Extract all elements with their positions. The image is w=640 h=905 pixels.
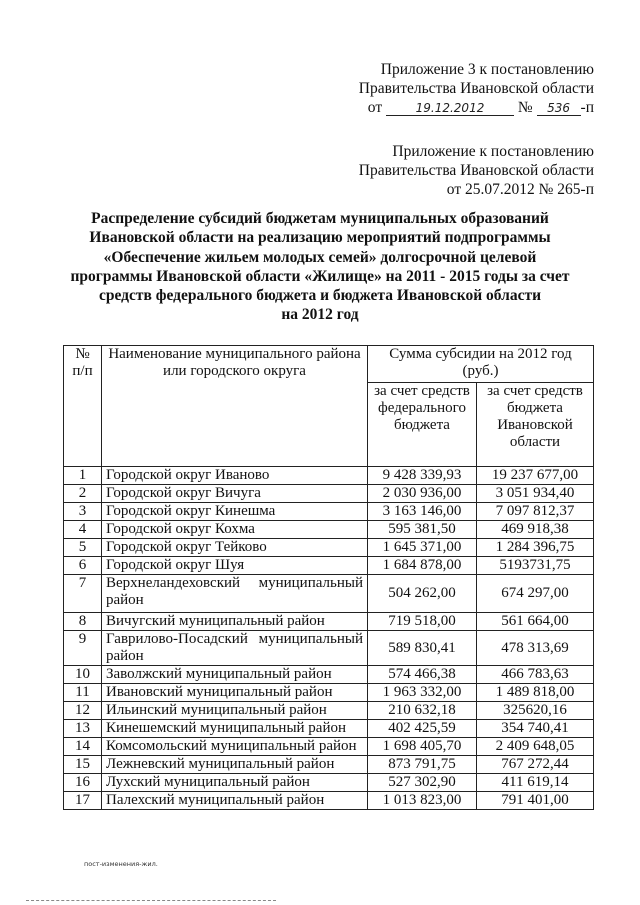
federal-amount: 595 381,50 (368, 521, 477, 539)
municipality-name: Ивановский муниципальный район (102, 684, 368, 702)
row-number: 12 (64, 702, 102, 720)
municipality-name: Городской округ Вичуга (102, 485, 368, 503)
federal-amount: 210 632,18 (368, 702, 477, 720)
regional-amount: 466 783,63 (477, 666, 594, 684)
title-line: на 2012 год (281, 306, 359, 324)
regional-amount: 5193731,75 (477, 557, 594, 575)
regional-amount: 561 664,00 (477, 613, 594, 631)
row-number: 9 (64, 631, 102, 666)
municipality-name: Ильинский муниципальный район (102, 702, 368, 720)
table-body (64, 467, 594, 810)
annex-header-current (359, 60, 594, 117)
file-name-note: пост-изменения-жил. (84, 860, 158, 868)
table-row (64, 613, 594, 631)
handwritten-date: 19.12.2012 (415, 101, 485, 115)
row-number: 14 (64, 738, 102, 756)
municipality-name: Городской округ Иваново (102, 467, 368, 485)
federal-amount: 402 425,59 (368, 720, 477, 738)
row-number: 5 (64, 539, 102, 557)
federal-amount: 589 830,41 (368, 631, 477, 666)
municipality-name: Городской округ Тейково (102, 539, 368, 557)
annex-line: Приложение 3 к постановлению (380, 61, 594, 78)
federal-amount: 1 684 878,00 (368, 557, 477, 575)
regional-amount: 411 619,14 (477, 774, 594, 792)
header-number: № п/п (64, 346, 102, 467)
number-label: № (517, 99, 533, 116)
row-number: 10 (64, 666, 102, 684)
row-number: 6 (64, 557, 102, 575)
row-number: 16 (64, 774, 102, 792)
municipality-name: Кинешемский муниципальный район (102, 720, 368, 738)
number-suffix: -п (580, 99, 594, 116)
handwritten-number: 536 (547, 101, 570, 115)
header-regional: за счет средств бюджета Ивановской области (477, 383, 594, 467)
federal-amount: 504 262,00 (368, 575, 477, 613)
regional-amount: 478 313,69 (477, 631, 594, 666)
table-row (64, 485, 594, 503)
municipality-name: Гаврилово-Посадский муниципальный район (102, 631, 368, 666)
title-line: «Обеспечение жильем молодых семей» долгосрочной целевой (103, 248, 537, 266)
municipality-name: Лежневский муниципальный район (102, 756, 368, 774)
row-number: 4 (64, 521, 102, 539)
federal-amount: 1 645 371,00 (368, 539, 477, 557)
federal-amount: 574 466,38 (368, 666, 477, 684)
table-row (64, 557, 594, 575)
annex-line: Правительства Ивановской области (358, 80, 594, 97)
row-number: 3 (64, 503, 102, 521)
regional-amount: 767 272,44 (477, 756, 594, 774)
table-row (64, 575, 594, 613)
annex-date-line (359, 98, 594, 117)
row-number: 1 (64, 467, 102, 485)
regional-amount: 791 401,00 (477, 792, 594, 810)
table-row (64, 738, 594, 756)
table-row (64, 521, 594, 539)
table-row (64, 467, 594, 485)
federal-amount: 3 163 146,00 (368, 503, 477, 521)
table-row (64, 631, 594, 666)
federal-amount: 2 030 936,00 (368, 485, 477, 503)
municipality-name: Городской округ Шуя (102, 557, 368, 575)
federal-amount: 1 698 405,70 (368, 738, 477, 756)
annex-line: Приложение к постановлению (392, 143, 594, 160)
row-number: 8 (64, 613, 102, 631)
regional-amount: 354 740,41 (477, 720, 594, 738)
annex-line: Правительства Ивановской области (358, 162, 594, 179)
footer-divider (26, 900, 276, 901)
municipality-name: Городской округ Кохма (102, 521, 368, 539)
table-row (64, 702, 594, 720)
federal-amount: 873 791,75 (368, 756, 477, 774)
row-number: 17 (64, 792, 102, 810)
table-row (64, 720, 594, 738)
title-line: программы Ивановской области «Жилище» на 2011 - 2015 годы за счет (70, 267, 570, 285)
municipality-name: Вичугский муниципальный район (102, 613, 368, 631)
annex-line: от 25.07.2012 № 265-п (446, 181, 594, 198)
row-number: 11 (64, 684, 102, 702)
subsidy-table (63, 345, 594, 810)
regional-amount: 7 097 812,37 (477, 503, 594, 521)
title-line: Ивановской области на реализацию мероприятий подпрограммы (89, 229, 551, 247)
table-row (64, 792, 594, 810)
title-line: средств федерального бюджета и бюджета Ивановской области (99, 287, 541, 305)
header-sum: Сумма субсидии на 2012 год (руб.) (368, 346, 594, 383)
municipality-name: Палехский муниципальный район (102, 792, 368, 810)
federal-amount: 719 518,00 (368, 613, 477, 631)
municipality-name: Верхнеландеховский муниципальный район (102, 575, 368, 613)
regional-amount: 674 297,00 (477, 575, 594, 613)
header-federal: за счет средств федерального бюджета (368, 383, 477, 467)
municipality-name: Лухский муниципальный район (102, 774, 368, 792)
number-field (537, 101, 581, 116)
municipality-name: Городской округ Кинешма (102, 503, 368, 521)
table-row (64, 539, 594, 557)
row-number: 7 (64, 575, 102, 613)
regional-amount: 469 918,38 (477, 521, 594, 539)
federal-amount: 1 963 332,00 (368, 684, 477, 702)
row-number: 13 (64, 720, 102, 738)
row-number: 2 (64, 485, 102, 503)
title-line: Распределение субсидий бюджетам муниципальных образований (91, 210, 549, 227)
table-row (64, 756, 594, 774)
federal-amount: 9 428 339,93 (368, 467, 477, 485)
federal-amount: 1 013 823,00 (368, 792, 477, 810)
table-header-row (64, 346, 594, 383)
regional-amount: 1 284 396,75 (477, 539, 594, 557)
regional-amount: 1 489 818,00 (477, 684, 594, 702)
table-row (64, 684, 594, 702)
annex-header-original (359, 142, 594, 199)
regional-amount: 19 237 677,00 (477, 467, 594, 485)
municipality-name: Комсомольский муниципальный район (102, 738, 368, 756)
table-row (64, 774, 594, 792)
document-title (70, 209, 570, 325)
row-number: 15 (64, 756, 102, 774)
municipality-name: Заволжский муниципальный район (102, 666, 368, 684)
header-name: Наименование муниципального района или городского округа (102, 346, 368, 467)
regional-amount: 3 051 934,40 (477, 485, 594, 503)
from-label: от (367, 99, 383, 116)
date-field (386, 101, 514, 116)
regional-amount: 325620,16 (477, 702, 594, 720)
regional-amount: 2 409 648,05 (477, 738, 594, 756)
federal-amount: 527 302,90 (368, 774, 477, 792)
table-row (64, 666, 594, 684)
table-row (64, 503, 594, 521)
